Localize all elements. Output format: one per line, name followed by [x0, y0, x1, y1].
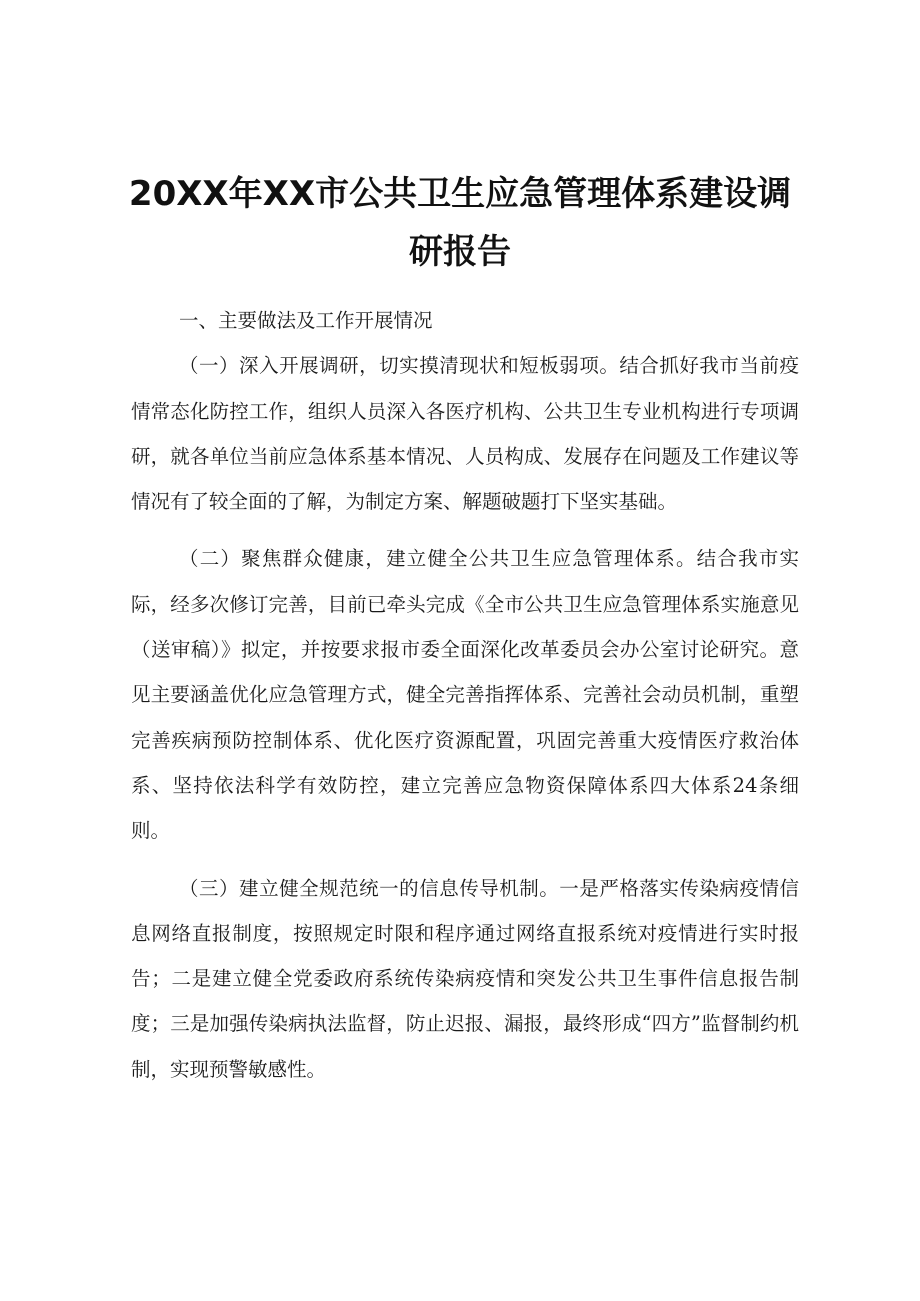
section-heading: 一、主要做法及工作开展情况 [179, 309, 433, 332]
document-title-line-1: 20XX年XX市公共卫生应急管理体系建设调 [128, 174, 792, 214]
paragraph-1: （一）深入开展调研，切实摸清现状和短板弱项。结合抓好我市当前疫情常态化防控工作，组织人员深入各医疗机构、公共卫生专业机构进行专项调研，就各单位当前应急体系基本情况、人员构成、发展存在问题及工作建议等情况有了较全面的了解，为制定方案、解题破题打下坚实基础。 [131, 354, 799, 514]
document-title-line-2: 研报告 [409, 232, 511, 272]
paragraph-2: （二）聚焦群众健康，建立健全公共卫生应急管理体系。结合我市实际，经多次修订完善，目前已牵头完成《全市公共卫生应急管理体系实施意见（送审稿）》拟定，并按要求报市委全面深化改革委员会办公室讨论研究。意见主要涵盖优化应急管理方式，健全完善指挥体系、完善社会动员机制，重塑完善疾病预防控制体系、优化医疗资源配置，巩固完善重大疫情医疗救治体系、坚持依法科学有效防控，建立完善应急物资保障体系四大体系24条细则。 [131, 547, 799, 843]
document-body [131, 298, 799, 1092]
paragraph-3: （三）建立健全规范统一的信息传导机制。一是严格落实传染病疫情信息网络直报制度，按照规定时限和程序通过网络直报系统对疫情进行实时报告；二是建立健全党委政府系统传染病疫情和突发公共卫生事件信息报告制度；三是加强传染病执法监督，防止迟报、漏报，最终形成“四方”监督制约机制，实现预警敏感性。 [131, 876, 799, 1081]
